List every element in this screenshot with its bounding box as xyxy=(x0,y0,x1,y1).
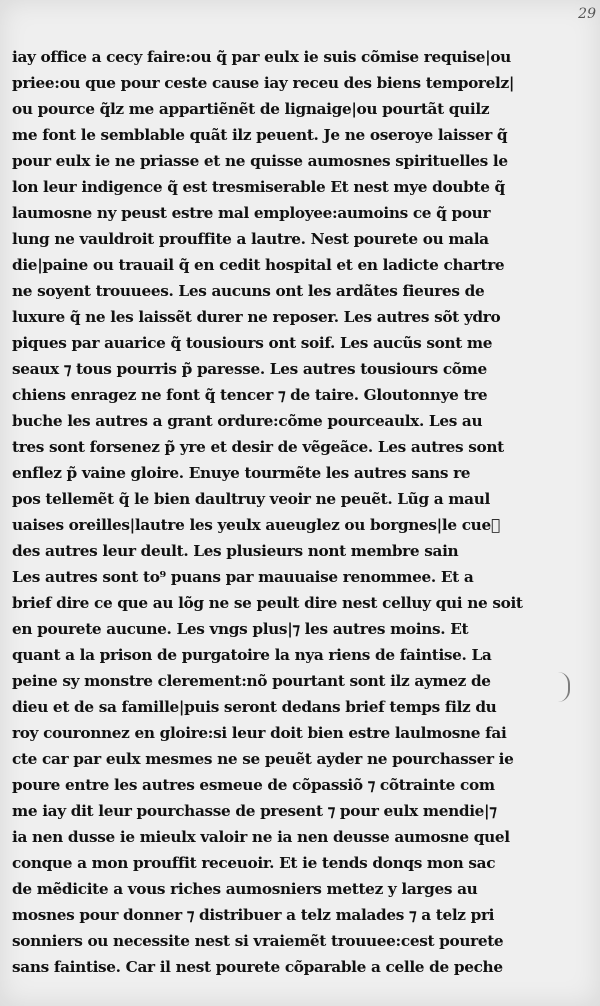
text-line: enflez p̃ vaine gloire. Enuye tourmẽte les autres sans re xyxy=(12,464,471,482)
text-line: laumosne ny peust estre mal employee:aumoins ce q̃ pour xyxy=(12,204,491,222)
text-line: sonniers ou necessite nest si vraiemẽt trouuee:cest pourete xyxy=(12,932,504,950)
text-line: poure entre les autres esmeue de cõpassiõ ⁊ cõtrainte com xyxy=(12,776,495,794)
text-line: sans faintise. Car il nest pourete cõparable a celle de peche xyxy=(12,958,503,976)
text-line: brief dire ce que au lõg ne se peult dire nest celluy qui ne soit xyxy=(12,594,523,612)
text-line: de mẽdicite a vous riches aumosniers mettez y larges au xyxy=(12,880,478,898)
text-line: buche les autres a grant ordure:cõme pourceaulx. Les au xyxy=(12,412,483,430)
text-line: peine sy monstre clerement:nõ pourtant sont ilz aymez de xyxy=(12,672,491,690)
margin-mark xyxy=(558,672,570,702)
text-line: die|paine ou trauail q̃ en cedit hospital et en ladicte chartre xyxy=(12,256,505,274)
text-line: pour eulx ie ne priasse et ne quisse aumosnes spirituelles le xyxy=(12,152,508,170)
text-block xyxy=(12,44,538,980)
text-line: Les autres sont to⁹ puans par mauuaise renommee. Et a xyxy=(12,568,474,586)
text-line: des autres leur deult. Les plusieurs nont membre sain xyxy=(12,542,459,560)
text-line: roy couronnez en gloire:si leur doit bien estre laulmosne fai xyxy=(12,724,507,742)
text-line: ou pource q̃lz me appartiẽnẽt de lignaige|ou pourtãt quilz xyxy=(12,100,490,118)
text-line: ia nen dusse ie mieulx valoir ne ia nen deusse aumosne quel xyxy=(12,828,510,846)
text-line: seaux ⁊ tous pourris p̃ paresse. Les autres tousiours cõme xyxy=(12,360,487,378)
text-line: luxure q̃ ne les laissẽt durer ne reposer. Les autres sõt ydro xyxy=(12,308,501,326)
text-line: quant a la prison de purgatoire la nya riens de faintise. La xyxy=(12,646,492,664)
text-line: pos tellemẽt q̃ le bien daultruy veoir ne peuẽt. Lũg a maul xyxy=(12,490,490,508)
text-line: piques par auarice q̃ tousiours ont soif. Les aucũs sont me xyxy=(12,334,493,352)
text-line: tres sont forsenez p̃ yre et desir de vẽgeãce. Les autres sont xyxy=(12,438,504,456)
text-line: chiens enragez ne font q̃ tencer ⁊ de taire. Gloutonnye tre xyxy=(12,386,488,404)
text-line: ne soyent trouuees. Les aucuns ont les ardãtes fieures de xyxy=(12,282,485,300)
text-line: uaises oreilles|lautre les yeulx aueuglez ou borgnes|le cueᷣ xyxy=(12,516,501,534)
text-line: priee:ou que pour ceste cause iay receu des biens temporelz| xyxy=(12,74,515,92)
text-line: lon leur indigence q̃ est tresmiserable Et nest mye doubte q̃ xyxy=(12,178,505,196)
text-line: conque a mon prouffit receuoir. Et ie tends donqs mon sac xyxy=(12,854,496,872)
text-line: iay office a cecy faire:ou q̃ par eulx ie suis cõmise requise|ou xyxy=(12,48,511,66)
text-line: en pourete aucune. Les vngs plus|⁊ les autres moins. Et xyxy=(12,620,469,638)
text-line: me iay dit leur pourchasse de present ⁊ pour eulx mendie|⁊ xyxy=(12,802,497,820)
text-line: lung ne vauldroit prouffite a lautre. Nest pourete ou mala xyxy=(12,230,489,248)
text-line: cte car par eulx mesmes ne se peuẽt ayder ne pourchasser ie xyxy=(12,750,514,768)
text-line: dieu et de sa famille|puis seront dedans brief temps filz du xyxy=(12,698,497,716)
text-line: me font le semblable quãt ilz peuent. Je ne oseroye laisser q̃ xyxy=(12,126,508,144)
text-line: mosnes pour donner ⁊ distribuer a telz malades ⁊ a telz pri xyxy=(12,906,495,924)
folio-number: 29 xyxy=(578,6,596,22)
